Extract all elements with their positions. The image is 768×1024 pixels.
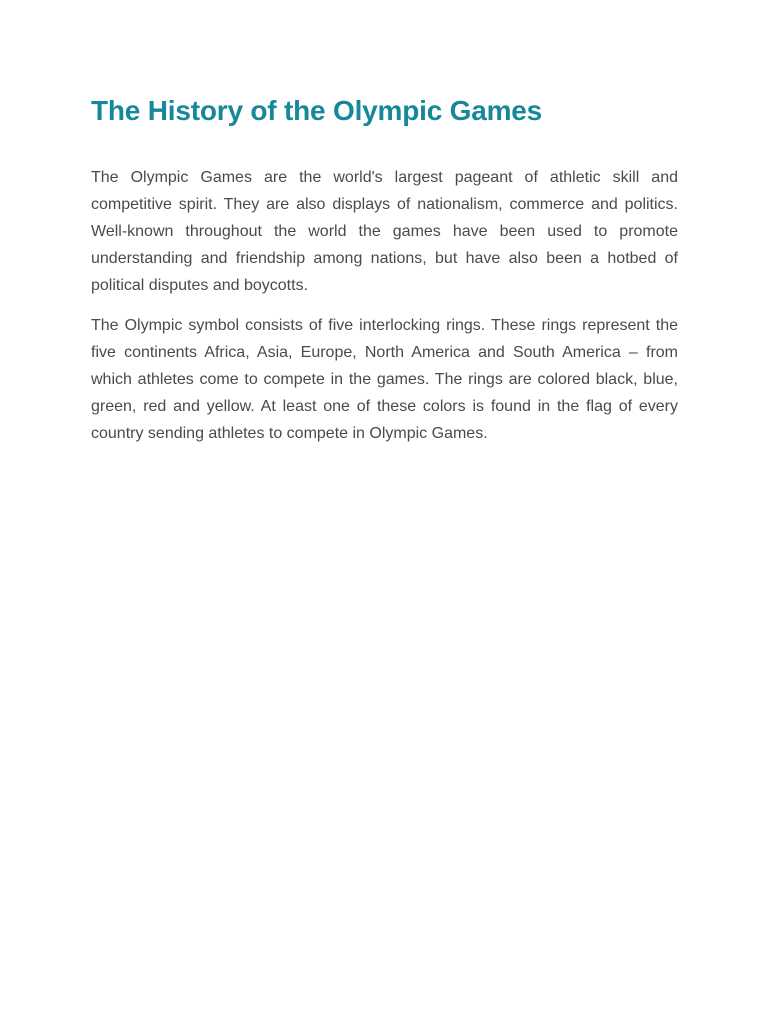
document-title: The History of the Olympic Games — [91, 95, 543, 126]
document-content — [91, 92, 678, 447]
paragraph-olympic-symbol: The Olympic symbol consists of five interlocking rings. These rings represent the five continents Africa, Asia, Europe, North America and South America – from which athletes come to compete in the games. The rings are colored black, blue, green, red and yellow. At least one of these colors is found in the flag of every country sending athletes to compete in Olympic Games. — [91, 317, 678, 442]
paragraph-olympic-games-overview: The Olympic Games are the world's largest pageant of athletic skill and competitive spirit. They are also displays of nationalism, commerce and politics. Well-known throughout the world the games have been used to promote understanding and friendship among nations, but have also been a hotbed of political disputes and boycotts. — [91, 169, 678, 294]
